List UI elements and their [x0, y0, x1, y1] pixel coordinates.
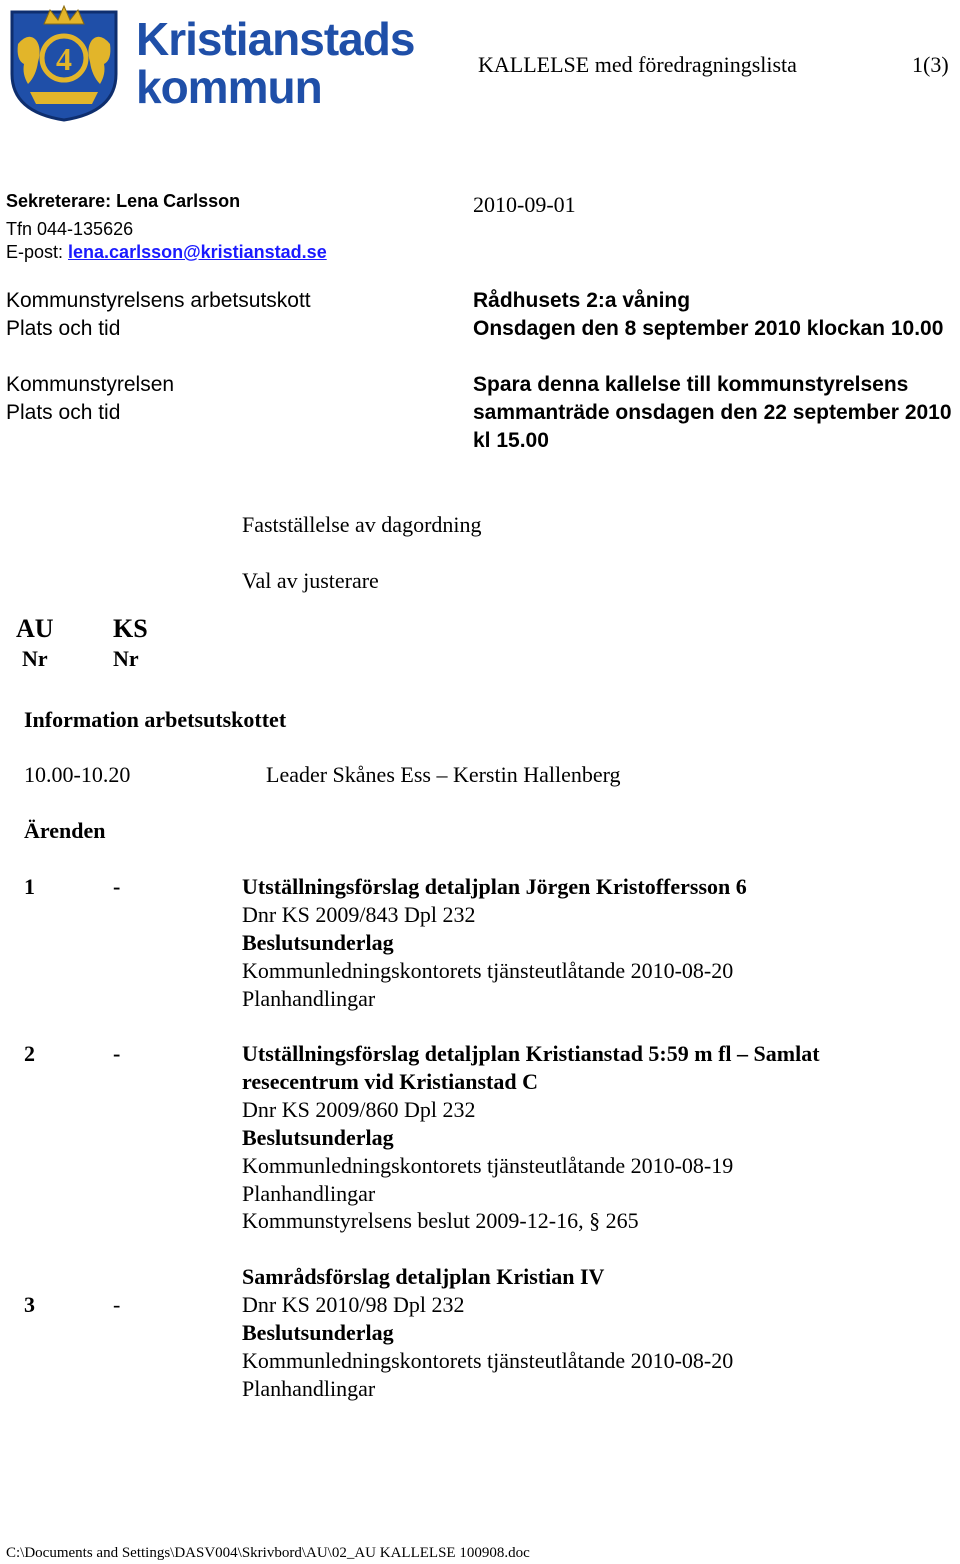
item-number: 3	[24, 1292, 35, 1317]
item-ks-number: -	[113, 1292, 121, 1317]
au-label: Kommunstyrelsens arbetsutskott	[6, 289, 311, 312]
item-planhandlingar: Planhandlingar	[242, 986, 376, 1011]
item-ks-beslut: Kommunstyrelsens beslut 2009-12-16, § 265	[242, 1208, 639, 1233]
item-dnr: Dnr KS 2009/860 Dpl 232	[242, 1097, 476, 1122]
information-text: Leader Skånes Ess – Kerstin Hallenberg	[266, 762, 621, 787]
page-number: 1(3)	[912, 52, 949, 77]
column-au-nr: Nr	[22, 646, 48, 671]
item-number: 1	[24, 874, 35, 899]
svg-text:4: 4	[56, 41, 72, 77]
column-ks-nr: Nr	[113, 646, 139, 671]
au-place: Rådhusets 2:a våning	[473, 289, 691, 312]
secretary: Sekreterare: Lena Carlsson	[6, 191, 241, 211]
information-time: 10.00-10.20	[24, 762, 131, 787]
item-title: Utställningsförslag detaljplan Kristianstad 5:59 m fl – Samlat	[242, 1041, 820, 1066]
logo-text-line2: kommun	[136, 61, 322, 113]
au-place-label: Plats och tid	[6, 317, 121, 340]
ks-place-label: Plats och tid	[6, 401, 121, 424]
item-tjansteutlatande: Kommunledningskontorets tjänsteutlåtande 2010-08-20	[242, 1348, 734, 1373]
item-ks-number: -	[113, 1041, 121, 1066]
footer-file-path: C:\Documents and Settings\DASV004\Skrivbord\AU\02_AU KALLELSE 100908.doc	[6, 1545, 530, 1561]
item-planhandlingar: Planhandlingar	[242, 1181, 376, 1206]
ks-note-line2: sammanträde onsdagen den 22 september 2010	[473, 401, 952, 424]
email-line	[6, 242, 327, 263]
item-beslutsunderlag: Beslutsunderlag	[242, 1320, 394, 1345]
arenden-heading: Ärenden	[24, 818, 106, 843]
phone: Tfn 044-135626	[6, 219, 134, 239]
item-number: 2	[24, 1041, 35, 1066]
item-planhandlingar: Planhandlingar	[242, 1376, 376, 1401]
column-au: AU	[16, 614, 54, 643]
email-link[interactable]: lena.carlsson@kristianstad.se	[68, 242, 327, 262]
item-tjansteutlatande: Kommunledningskontorets tjänsteutlåtande 2010-08-19	[242, 1153, 734, 1178]
item-dnr: Dnr KS 2009/843 Dpl 232	[242, 902, 476, 927]
au-time: Onsdagen den 8 september 2010 klockan 10.00	[473, 317, 944, 340]
item-tjansteutlatande: Kommunledningskontorets tjänsteutlåtande 2010-08-20	[242, 958, 734, 983]
item-beslutsunderlag: Beslutsunderlag	[242, 1125, 394, 1150]
ks-note-line1: Spara denna kallelse till kommunstyrelsens	[473, 373, 909, 396]
item-dnr: Dnr KS 2010/98 Dpl 232	[242, 1292, 465, 1317]
email-label: E-post:	[6, 242, 69, 262]
item-title: Samrådsförslag detaljplan Kristian IV	[242, 1264, 605, 1289]
item-title: Utställningsförslag detaljplan Jörgen Kristoffersson 6	[242, 874, 747, 899]
coat-of-arms-icon	[6, 4, 122, 122]
kristianstad-logo	[6, 4, 446, 124]
ks-label: Kommunstyrelsen	[6, 373, 175, 396]
document-date: 2010-09-01	[473, 192, 576, 217]
column-ks: KS	[113, 614, 148, 643]
item-beslutsunderlag: Beslutsunderlag	[242, 930, 394, 955]
document-title: KALLELSE med föredragningslista	[478, 52, 797, 77]
information-heading: Information arbetsutskottet	[24, 707, 287, 732]
item-title-line2: resecentrum vid Kristianstad C	[242, 1069, 538, 1094]
agenda-item-dagordning: Fastställelse av dagordning	[242, 512, 482, 537]
ks-note-line3: kl 15.00	[473, 429, 549, 452]
agenda-item-justerare: Val av justerare	[242, 568, 379, 593]
item-ks-number: -	[113, 874, 121, 899]
logo-text-line1: Kristianstads	[136, 13, 415, 65]
